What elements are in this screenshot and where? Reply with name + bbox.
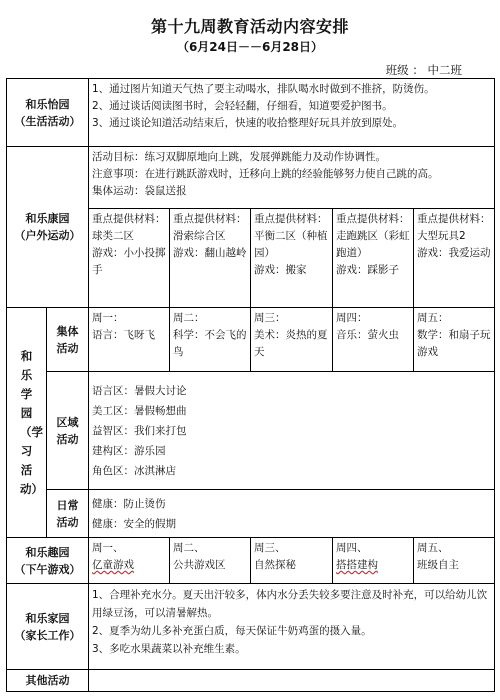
home-content (89, 584, 495, 670)
fun-category: 和乐趣园 （下午游戏） (7, 538, 89, 584)
fun-day-cell: 周二、 公共游戏区 (170, 538, 251, 584)
home-category: 和乐家园 （家长工作） (7, 584, 89, 670)
outdoor-day-cell: 重点提供材料：平衡二区（种植园） 游戏：搬家 (251, 209, 333, 308)
outdoor-day-cell: 重点提供材料：滑索综合区 游戏：翻山越岭 (170, 209, 251, 308)
page-title: 第十九周教育活动内容安排 (150, 17, 349, 36)
outdoor-day-cell: 重点提供材料：球类二区 游戏：小小投掷手 (89, 209, 170, 308)
area-item: 建构区：游乐园 (92, 444, 166, 457)
area-item: 角色区：冰淇淋店 (92, 464, 176, 477)
outdoor-goal-row (7, 147, 495, 209)
group-day-cell: 周五： 数学：和扇子玩游戏 (414, 308, 495, 372)
outdoor-goals (89, 147, 495, 209)
home-line: 3、多吃水果蔬菜以补充维生素。 (92, 643, 246, 655)
life-content (89, 79, 495, 147)
area-item: 美工区：暑假畅想曲 (92, 404, 187, 417)
fun-row (7, 538, 495, 584)
life-line: 2、通过谈话阅读图书时，会轻轻翻，仔细看，知道要爱护图书。 (92, 100, 393, 112)
life-row (7, 79, 495, 147)
home-row (7, 584, 495, 670)
fun-day-cell: 周四、 搭搭建构 (333, 538, 414, 584)
learning-category: 和乐学园（学习活动） (7, 308, 47, 538)
other-content (89, 670, 495, 692)
fun-day-cell: 周五、 班级自主 (414, 538, 495, 584)
group-day-cell: 周一： 语言：飞呀飞 (89, 308, 170, 372)
date-range: （6月24日－－6月28日） (176, 40, 324, 54)
area-activities (89, 372, 495, 490)
group-activity-row (7, 308, 495, 372)
daily-activities (89, 490, 495, 538)
area-activity-label: 区域活动 (47, 372, 89, 490)
group-day-cell: 周四： 音乐：萤火虫 (333, 308, 414, 372)
group-day-cell: 周二： 科学：不会飞的鸟 (170, 308, 251, 372)
other-row (7, 670, 495, 692)
area-item: 语言区：暑假大讨论 (92, 384, 187, 397)
outdoor-category: 和乐康园 （户外运动） (7, 147, 89, 308)
home-line: 1、合理补充水分。夏天出汗较多，体内水分丢失较多要注意及时补充，可以给幼儿饮用绿豆汤，可以清暑解热。 (92, 589, 488, 619)
outdoor-day-cell: 重点提供材料：大型玩具2 游戏：我爱运动 (414, 209, 495, 308)
daily-item: 健康：安全的假期 (92, 517, 176, 530)
home-line: 2、夏季为幼儿多补充蛋白质，每天保证牛奶鸡蛋的摄入量。 (92, 625, 372, 637)
fun-day-cell: 周三、 自然探秘 (251, 538, 333, 584)
life-line: 3、通过谈论知道活动结束后，快速的收拾整理好玩具并放到原处。 (92, 117, 404, 129)
fun-day-cell: 周一、 亿童游戏 (89, 538, 170, 584)
life-category: 和乐怡园 （生活活动） (7, 79, 89, 147)
outdoor-day-cell: 重点提供材料：走跑跳区（彩虹跑道） 游戏：踩影子 (333, 209, 414, 308)
area-item: 益智区：我们来打包 (92, 424, 187, 437)
area-activity-row (7, 372, 495, 490)
class-label: 班级 ： 中二班 (385, 63, 462, 77)
other-category: 其他活动 (7, 670, 89, 692)
outdoor-goal-line: 活动目标：练习双脚原地向上跳，发展弹跳能力及动作协调性。 (92, 151, 386, 163)
group-activity-label: 集体活动 (47, 308, 89, 372)
outdoor-goal-line: 集体运动：袋鼠送报 (92, 185, 187, 197)
life-line: 1、通过图片知道天气热了要主动喝水，排队喝水时做到不推挤，防烫伤。 (92, 83, 435, 95)
outdoor-goal-line: 注意事项：在进行跳跃游戏时，迁移向上跳的经验能够努力使自己跳的高。 (92, 168, 439, 180)
schedule-table (6, 78, 495, 692)
daily-activity-row (7, 490, 495, 538)
group-day-cell: 周三： 美术：炎热的夏天 (251, 308, 333, 372)
daily-activity-label: 日常活动 (47, 490, 89, 538)
daily-item: 健康：防止烫伤 (92, 497, 166, 510)
